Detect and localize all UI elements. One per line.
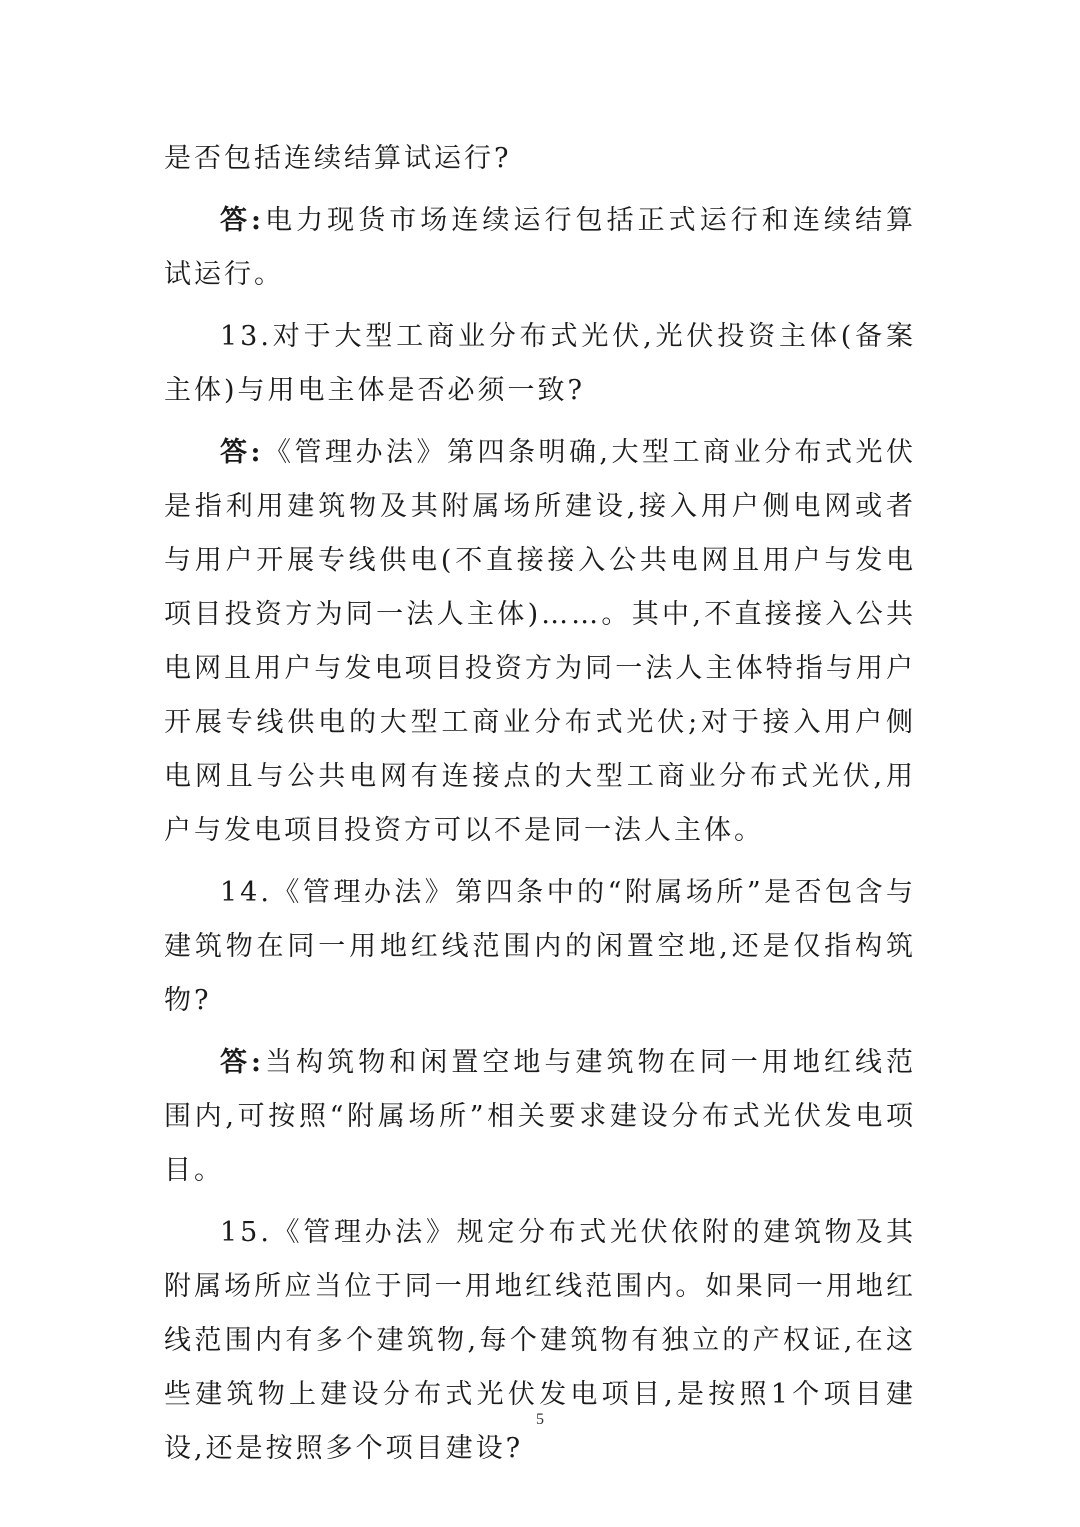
question-text: 是否包括连续结算试运行? xyxy=(164,143,512,174)
answer-text: 当构筑物和闲置空地与建筑物在同一用地红线范围内,可按照“附属场所”相关要求建设分布式光伏发电项目。 xyxy=(164,1047,916,1186)
answer-label: 答: xyxy=(220,437,264,468)
answer-text: 《管理办法》第四条明确,大型工商业分布式光伏是指利用建筑物及其附属场所建设,接入用户侧电网或者与用户开展专线供电(不直接接入公共电网且用户与发电项目投资方为同一法人主体)……。其中,不直接接入公共电网且用户与发电项目投资方为同一法人主体特指与用户开展专线供电的大型工商业分布式光伏;对于接入用户侧电网且与公共电网有连接点的大型工商业分布式光伏,用户与发电项目投资方可以不是同一法人主体。 xyxy=(164,437,916,846)
answer-label: 答: xyxy=(220,1047,265,1078)
question-13 xyxy=(164,310,916,418)
question-14 xyxy=(164,866,916,1028)
question-text: 14.《管理办法》第四条中的“附属场所”是否包含与建筑物在同一用地红线范围内的闲置空地,还是仅指构筑物? xyxy=(164,877,916,1016)
page-number: 5 xyxy=(536,1411,544,1428)
question-12-continuation xyxy=(164,132,916,186)
answer-label: 答: xyxy=(220,205,265,236)
question-15 xyxy=(164,1206,916,1476)
answer-13 xyxy=(164,426,916,858)
question-text: 13.对于大型工商业分布式光伏,光伏投资主体(备案主体)与用电主体是否必须一致? xyxy=(164,321,916,406)
answer-14 xyxy=(164,1036,916,1198)
page-content xyxy=(164,132,916,1476)
question-text: 15.《管理办法》规定分布式光伏依附的建筑物及其附属场所应当位于同一用地红线范围内。如果同一用地红线范围内有多个建筑物,每个建筑物有独立的产权证,在这些建筑物上建设分布式光伏发电项目,是按照1个项目建设,还是按照多个项目建设? xyxy=(164,1217,916,1464)
answer-text: 电力现货市场连续运行包括正式运行和连续结算试运行。 xyxy=(164,205,916,290)
answer-12 xyxy=(164,194,916,302)
